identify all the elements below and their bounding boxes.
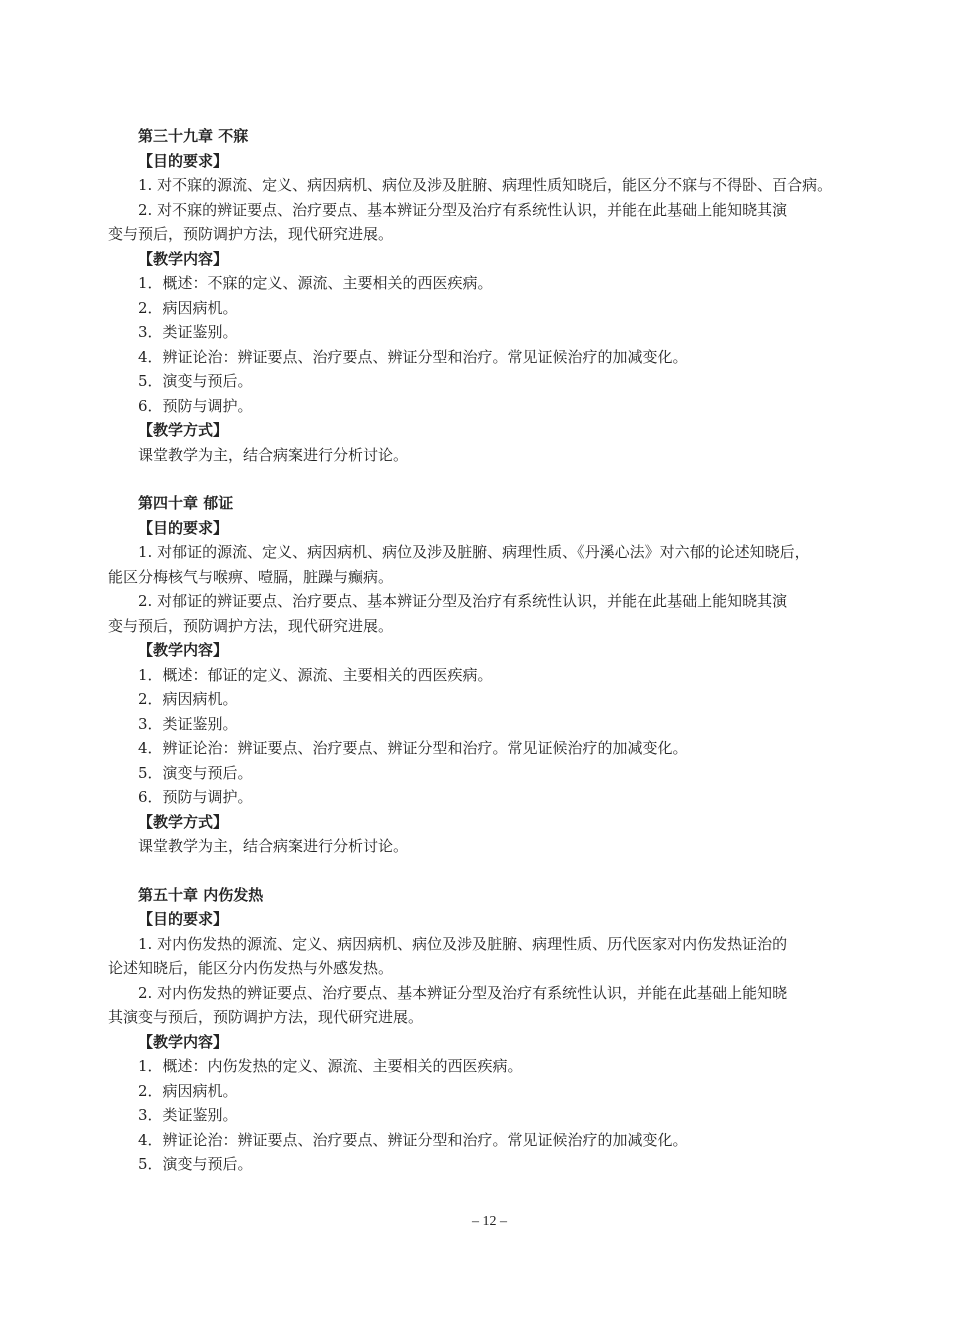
paragraph-line: 5．演变与预后。 xyxy=(138,1155,253,1173)
paragraph-line: 6．预防与调护。 xyxy=(138,788,253,806)
paragraph-line: 4．辨证论治：辨证要点、治疗要点、辨证分型和治疗。常见证候治疗的加减变化。 xyxy=(138,739,688,757)
section-heading: 【教学内容】 xyxy=(138,641,229,659)
paragraph-line: 3．类证鉴别。 xyxy=(138,714,238,733)
paragraph-line: 课堂教学为主，结合病案进行分析讨论。 xyxy=(138,837,409,855)
section-gap xyxy=(108,467,868,491)
paragraph-line: 能区分梅核气与喉痹、噎膈，脏躁与癫病。 xyxy=(108,567,394,586)
paragraph-line: 2. 对不寐的辨证要点、治疗要点、基本辨证分型及治疗有系统性认识，并能在此基础上能知晓其演 xyxy=(138,200,788,219)
paragraph-line: 2. 对内伤发热的辨证要点、治疗要点、基本辨证分型及治疗有系统性认识，并能在此基础上能知晓 xyxy=(138,983,788,1002)
paragraph-line: 论述知晓后，能区分内伤发热与外感发热。 xyxy=(108,959,394,977)
chapter-section xyxy=(108,124,868,467)
section-heading: 【教学方式】 xyxy=(138,421,229,439)
paragraph-line: 2．病因病机。 xyxy=(138,1081,238,1100)
paragraph-line: 2．病因病机。 xyxy=(138,690,238,708)
page-number: – 12 – xyxy=(472,1214,507,1229)
section-heading: 【目的要求】 xyxy=(138,151,229,170)
section-heading: 【教学内容】 xyxy=(138,249,229,268)
paragraph-line: 5．演变与预后。 xyxy=(138,763,253,782)
paragraph-line: 课堂教学为主，结合病案进行分析讨论。 xyxy=(138,445,409,464)
chapter-title: 第五十章 内伤发热 xyxy=(138,885,264,904)
paragraph-line: 1. 对郁证的源流、定义、病因病机、病位及涉及脏腑、病理性质、《丹溪心法》对六郁的论述知晓后， xyxy=(138,543,810,561)
page-body xyxy=(108,124,868,1177)
section-heading: 【教学方式】 xyxy=(138,812,229,831)
paragraph-line: 变与预后，预防调护方法，现代研究进展。 xyxy=(108,225,394,243)
paragraph-line: 5．演变与预后。 xyxy=(138,372,253,390)
paragraph-line: 3．类证鉴别。 xyxy=(138,323,238,341)
section-gap xyxy=(108,859,868,883)
section-heading: 【目的要求】 xyxy=(138,518,229,537)
paragraph-line: 1．概述：郁证的定义、源流、主要相关的西医疾病。 xyxy=(138,665,493,684)
paragraph-line: 4．辨证论治：辨证要点、治疗要点、辨证分型和治疗。常见证候治疗的加减变化。 xyxy=(138,1130,688,1149)
chapter-title: 第三十九章 不寐 xyxy=(138,127,249,145)
paragraph-line: 2．病因病机。 xyxy=(138,298,238,317)
paragraph-line: 其演变与预后，预防调护方法，现代研究进展。 xyxy=(108,1008,424,1026)
chapter-section xyxy=(108,491,868,859)
chapter-title: 第四十章 郁证 xyxy=(138,494,234,512)
paragraph-line: 变与预后，预防调护方法，现代研究进展。 xyxy=(108,616,394,635)
paragraph-line: 2. 对郁证的辨证要点、治疗要点、基本辨证分型及治疗有系统性认识，并能在此基础上能知晓其演 xyxy=(138,592,788,610)
paragraph-line: 4．辨证论治：辨证要点、治疗要点、辨证分型和治疗。常见证候治疗的加减变化。 xyxy=(138,347,688,366)
section-heading: 【目的要求】 xyxy=(138,910,229,928)
paragraph-line: 3．类证鉴别。 xyxy=(138,1106,238,1124)
paragraph-line: 1. 对内伤发热的源流、定义、病因病机、病位及涉及脏腑、病理性质、历代医家对内伤发热证治的 xyxy=(138,934,788,953)
section-heading: 【教学内容】 xyxy=(138,1032,229,1051)
paragraph-line: 1．概述：不寐的定义、源流、主要相关的西医疾病。 xyxy=(138,274,493,292)
chapter-section xyxy=(108,883,868,1177)
paragraph-line: 6．预防与调护。 xyxy=(138,396,253,415)
paragraph-line: 1．概述：内伤发热的定义、源流、主要相关的西医疾病。 xyxy=(138,1057,523,1075)
paragraph-line: 1. 对不寐的源流、定义、病因病机、病位及涉及脏腑、病理性质知晓后，能区分不寐与不得卧、百合病。 xyxy=(138,176,833,194)
